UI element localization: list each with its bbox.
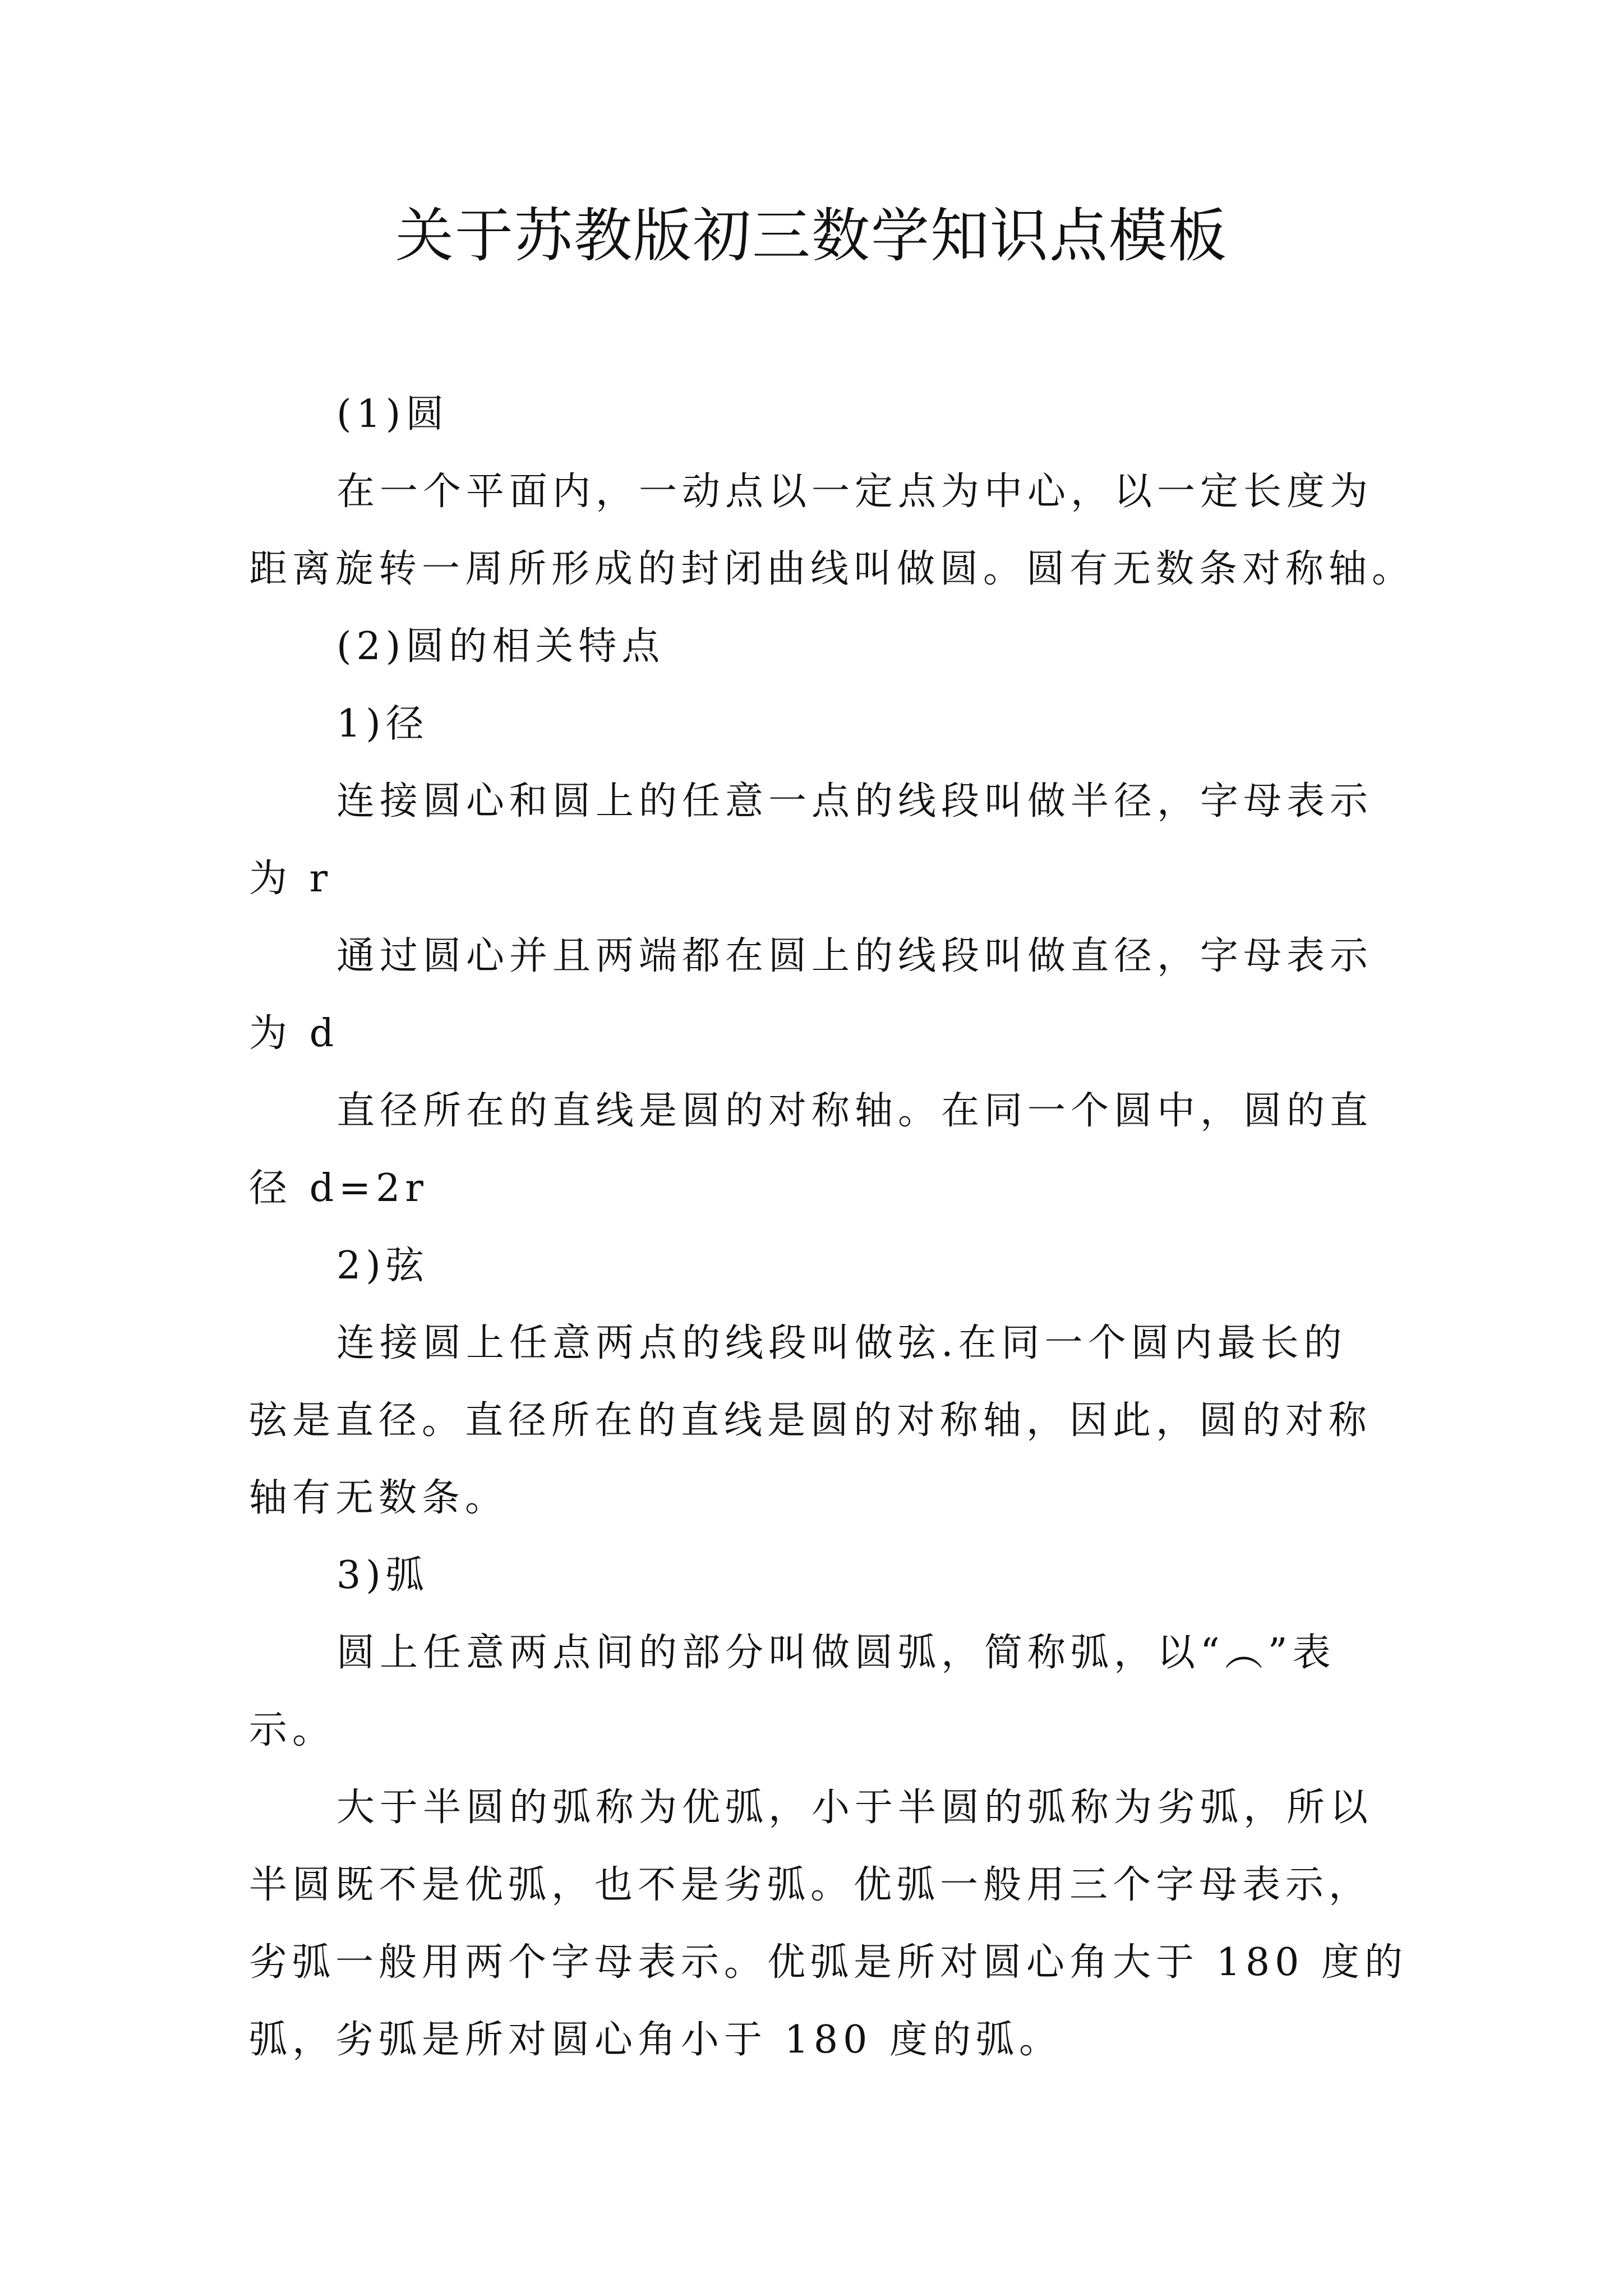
text-line: (2)圆的相关特点 xyxy=(336,624,665,669)
paragraph xyxy=(249,376,1387,453)
text-line: 为 r xyxy=(249,857,333,901)
text-line: 为 d xyxy=(249,1011,339,1056)
text-line: (1)圆 xyxy=(336,392,449,436)
paragraph xyxy=(249,918,1387,1073)
paragraph xyxy=(249,608,1387,685)
text-line: 通过圆心并且两端都在圆上的线段叫做直径，字母表示 xyxy=(336,934,1373,978)
paragraph xyxy=(249,1305,1387,1537)
text-line: 径 d=2r xyxy=(249,1166,428,1211)
text-line: 劣弧一般用两个字母表示。优弧是所对圆心角大于 180 度的 xyxy=(249,1940,1408,1985)
document-body xyxy=(249,376,1415,2079)
text-line: 大于半圆的弧称为优弧，小于半圆的弧称为劣弧，所以 xyxy=(336,1786,1373,1830)
text-line: 圆上任意两点间的部分叫做圆弧，简称弧，以“︵”表 xyxy=(336,1631,1336,1675)
text-line: 距离旋转一周所形成的封闭曲线叫做圆。圆有无数条对称轴。 xyxy=(249,547,1415,591)
paragraph xyxy=(249,685,1387,763)
paragraph xyxy=(249,763,1387,918)
paragraph xyxy=(249,1073,1387,1227)
paragraph xyxy=(249,1227,1387,1305)
document-title: 关于苏教版初三数学知识点模板 xyxy=(395,201,1228,270)
text-line: 直径所在的直线是圆的对称轴。在同一个圆中，圆的直 xyxy=(336,1089,1373,1133)
text-line: 1)径 xyxy=(336,702,429,746)
paragraph xyxy=(249,1614,1387,1769)
text-line: 连接圆心和圆上的任意一点的线段叫做半径，字母表示 xyxy=(336,779,1373,823)
paragraph xyxy=(249,1537,1387,1614)
text-line: 3)弧 xyxy=(336,1553,429,1598)
text-line: 弦是直径。直径所在的直线是圆的对称轴，因此，圆的对称 xyxy=(249,1398,1372,1443)
paragraph xyxy=(249,453,1415,608)
paragraph xyxy=(249,1769,1408,2079)
text-line: 弧，劣弧是所对圆心角小于 180 度的弧。 xyxy=(249,2018,1063,2062)
text-line: 轴有无数条。 xyxy=(249,1476,509,1520)
text-line: 2)弦 xyxy=(336,1244,429,1288)
text-line: 连接圆上任意两点的线段叫做弦.在同一个圆内最长的 xyxy=(336,1321,1347,1365)
text-line: 示。 xyxy=(249,1708,336,1752)
text-line: 在一个平面内，一动点以一定点为中心，以一定长度为 xyxy=(336,470,1373,514)
text-line: 半圆既不是优弧，也不是劣弧。优弧一般用三个字母表示， xyxy=(249,1863,1372,1907)
